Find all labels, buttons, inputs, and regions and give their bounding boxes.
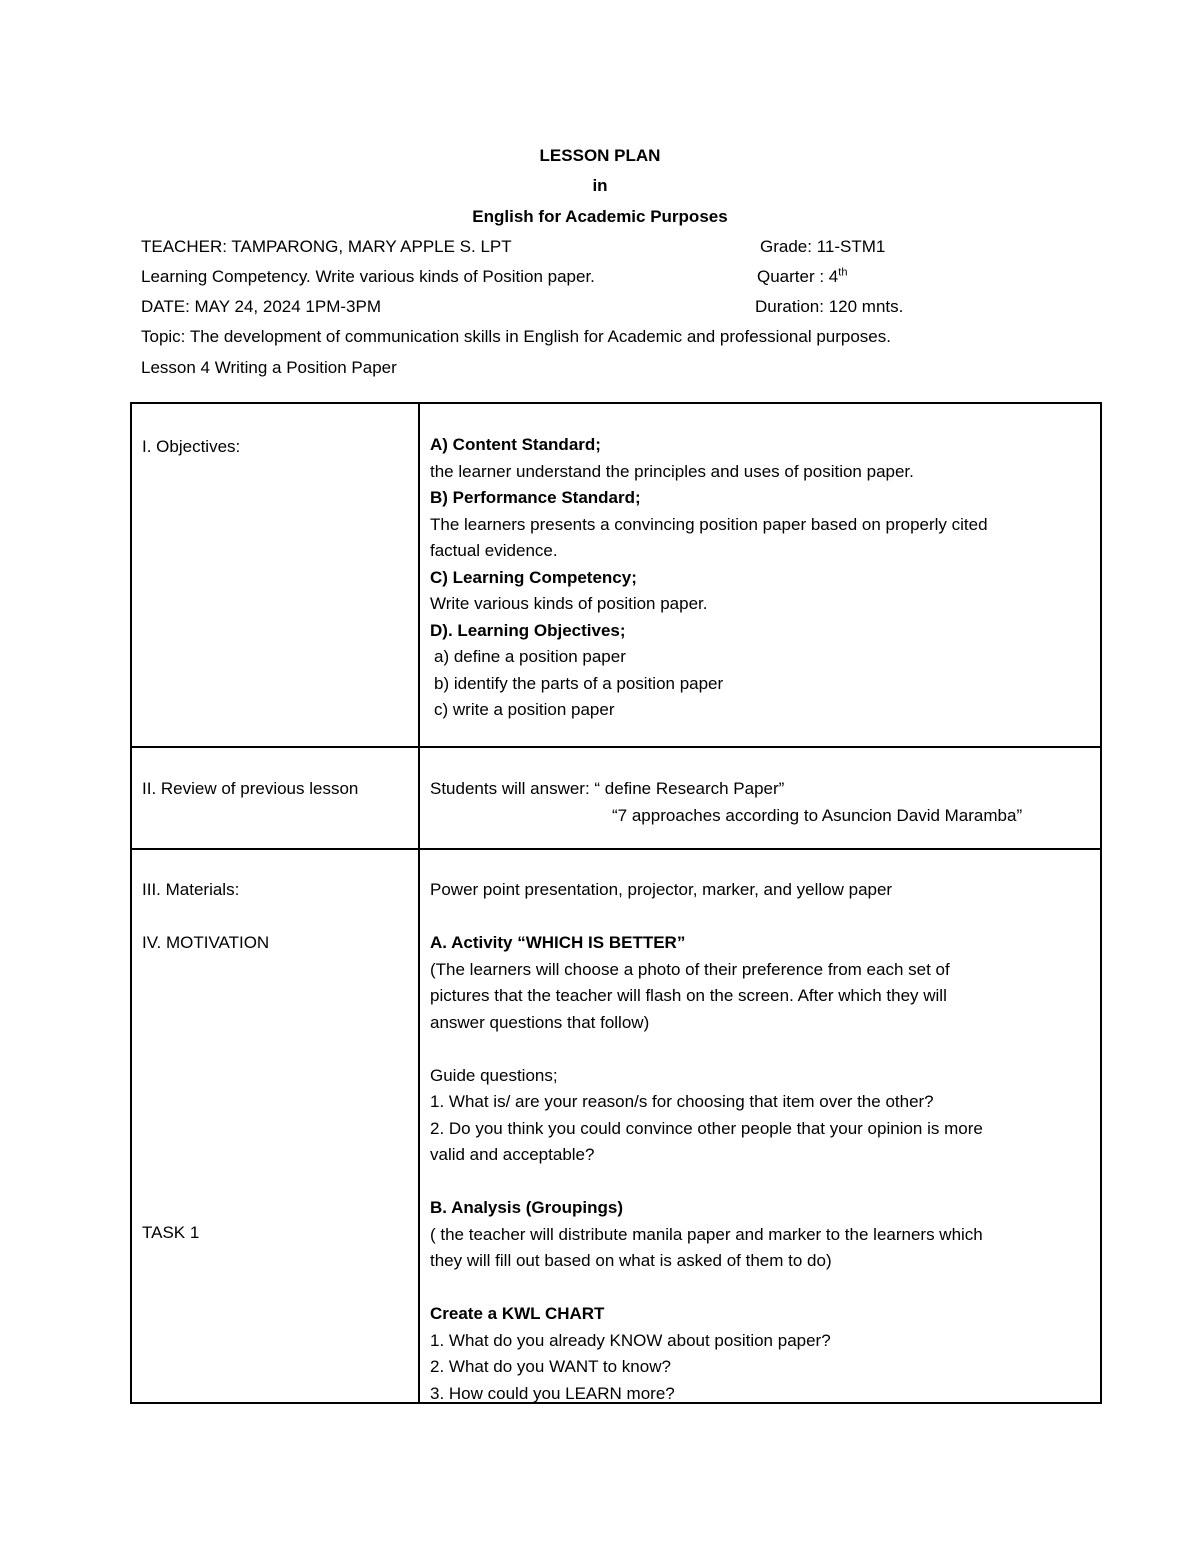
spacer [430,1036,983,1063]
content-standard-text: the learner understand the principles and uses of position paper. [430,461,914,481]
analysis-heading: B. Analysis (Groupings) [430,1198,624,1217]
doc-title: LESSON PLAN [539,146,661,165]
activity-text-3: answer questions that follow) [430,1012,650,1032]
materials-content-cell [420,850,1100,1402]
lesson-date: DATE: MAY 24, 2024 1PM-3PM [141,297,381,316]
objectives-label: I. Objectives: [142,437,241,456]
content-standard-heading: A) Content Standard; [430,435,601,454]
review-question-1: Students will answer: “ define Research Paper” [430,779,785,798]
performance-standard-heading: B) Performance Standard; [430,488,641,507]
quarter [757,267,847,287]
materials-text: Power point presentation, projector, marker, and yellow paper [430,880,893,899]
activity-text-2: pictures that the teacher will flash on the screen. After which they will [430,986,947,1005]
kwl-question-2: 2. What do you WANT to know? [430,1357,671,1376]
review-content [430,776,1022,829]
doc-subject: English for Academic Purposes [472,207,728,226]
performance-standard-text-2: factual evidence. [430,541,558,560]
activity-text-1: (The learners will choose a photo of their preference from each set of [430,959,950,979]
analysis-text-1: ( the teacher will distribute manila paper and marker to the learners which [430,1224,983,1244]
quarter-suffix: th [838,266,848,279]
learning-objectives-heading: D). Learning Objectives; [430,620,626,640]
spacer [430,904,983,931]
teacher-name: TEACHER: TAMPARONG, MARY APPLE S. LPT [141,237,512,256]
learning-competency-heading: C) Learning Competency; [430,567,637,587]
guide-heading: Guide questions; [430,1065,558,1085]
review-row [130,746,1102,850]
activity-heading: A. Activity “WHICH IS BETTER” [430,933,686,952]
review-label: II. Review of previous lesson [142,779,359,798]
doc-title-in: in [592,176,608,195]
kwl-heading: Create a KWL CHART [430,1304,605,1323]
materials-content [430,877,983,1407]
objectives-row [130,402,1102,748]
spacer [430,1169,983,1196]
analysis-text-2: they will fill out based on what is asked of them to do) [430,1251,832,1270]
guide-question-2b: valid and acceptable? [430,1145,595,1164]
guide-question-2a: 2. Do you think you could convince other people that your opinion is more [430,1118,983,1138]
review-label-cell [132,748,420,848]
grade: Grade: 11-STM1 [760,237,886,256]
objectives-content-cell [420,404,1100,746]
kwl-question-1: 1. What do you already KNOW about position paper? [430,1330,831,1350]
kwl-question-3: 3. How could you LEARN more? [430,1383,675,1403]
learning-competency: Learning Competency. Write various kinds of Position paper. [141,267,595,286]
motivation-label: IV. MOTIVATION [142,933,270,952]
objective-b: b) identify the parts of a position paper [434,673,724,693]
objective-a: a) define a position paper [434,647,626,666]
performance-standard-text-1: The learners presents a convincing position paper based on properly cited [430,514,988,534]
lesson-title: Lesson 4 Writing a Position Paper [141,358,397,377]
review-content-cell [420,748,1100,848]
objective-c: c) write a position paper [434,700,615,719]
review-question-2: “7 approaches according to Asuncion David Maramba” [612,805,1023,825]
topic-text: The development of communication skills in English for Academic and professional purposes. [185,327,891,346]
task-label: TASK 1 [142,1223,200,1242]
spacer [430,1275,983,1302]
topic [141,327,891,347]
quarter-label: Quarter : 4 [757,267,839,286]
duration: Duration: 120 mnts. [755,297,904,316]
learning-competency-text: Write various kinds of position paper. [430,594,708,613]
materials-label-cell [132,850,420,1402]
objectives-label-cell [132,404,420,746]
topic-label: Topic: [141,327,186,346]
materials-motivation-row [130,848,1102,1404]
objectives-content [430,432,988,724]
materials-label: III. Materials: [142,880,240,899]
guide-question-1: 1. What is/ are your reason/s for choosing that item over the other? [430,1092,934,1111]
